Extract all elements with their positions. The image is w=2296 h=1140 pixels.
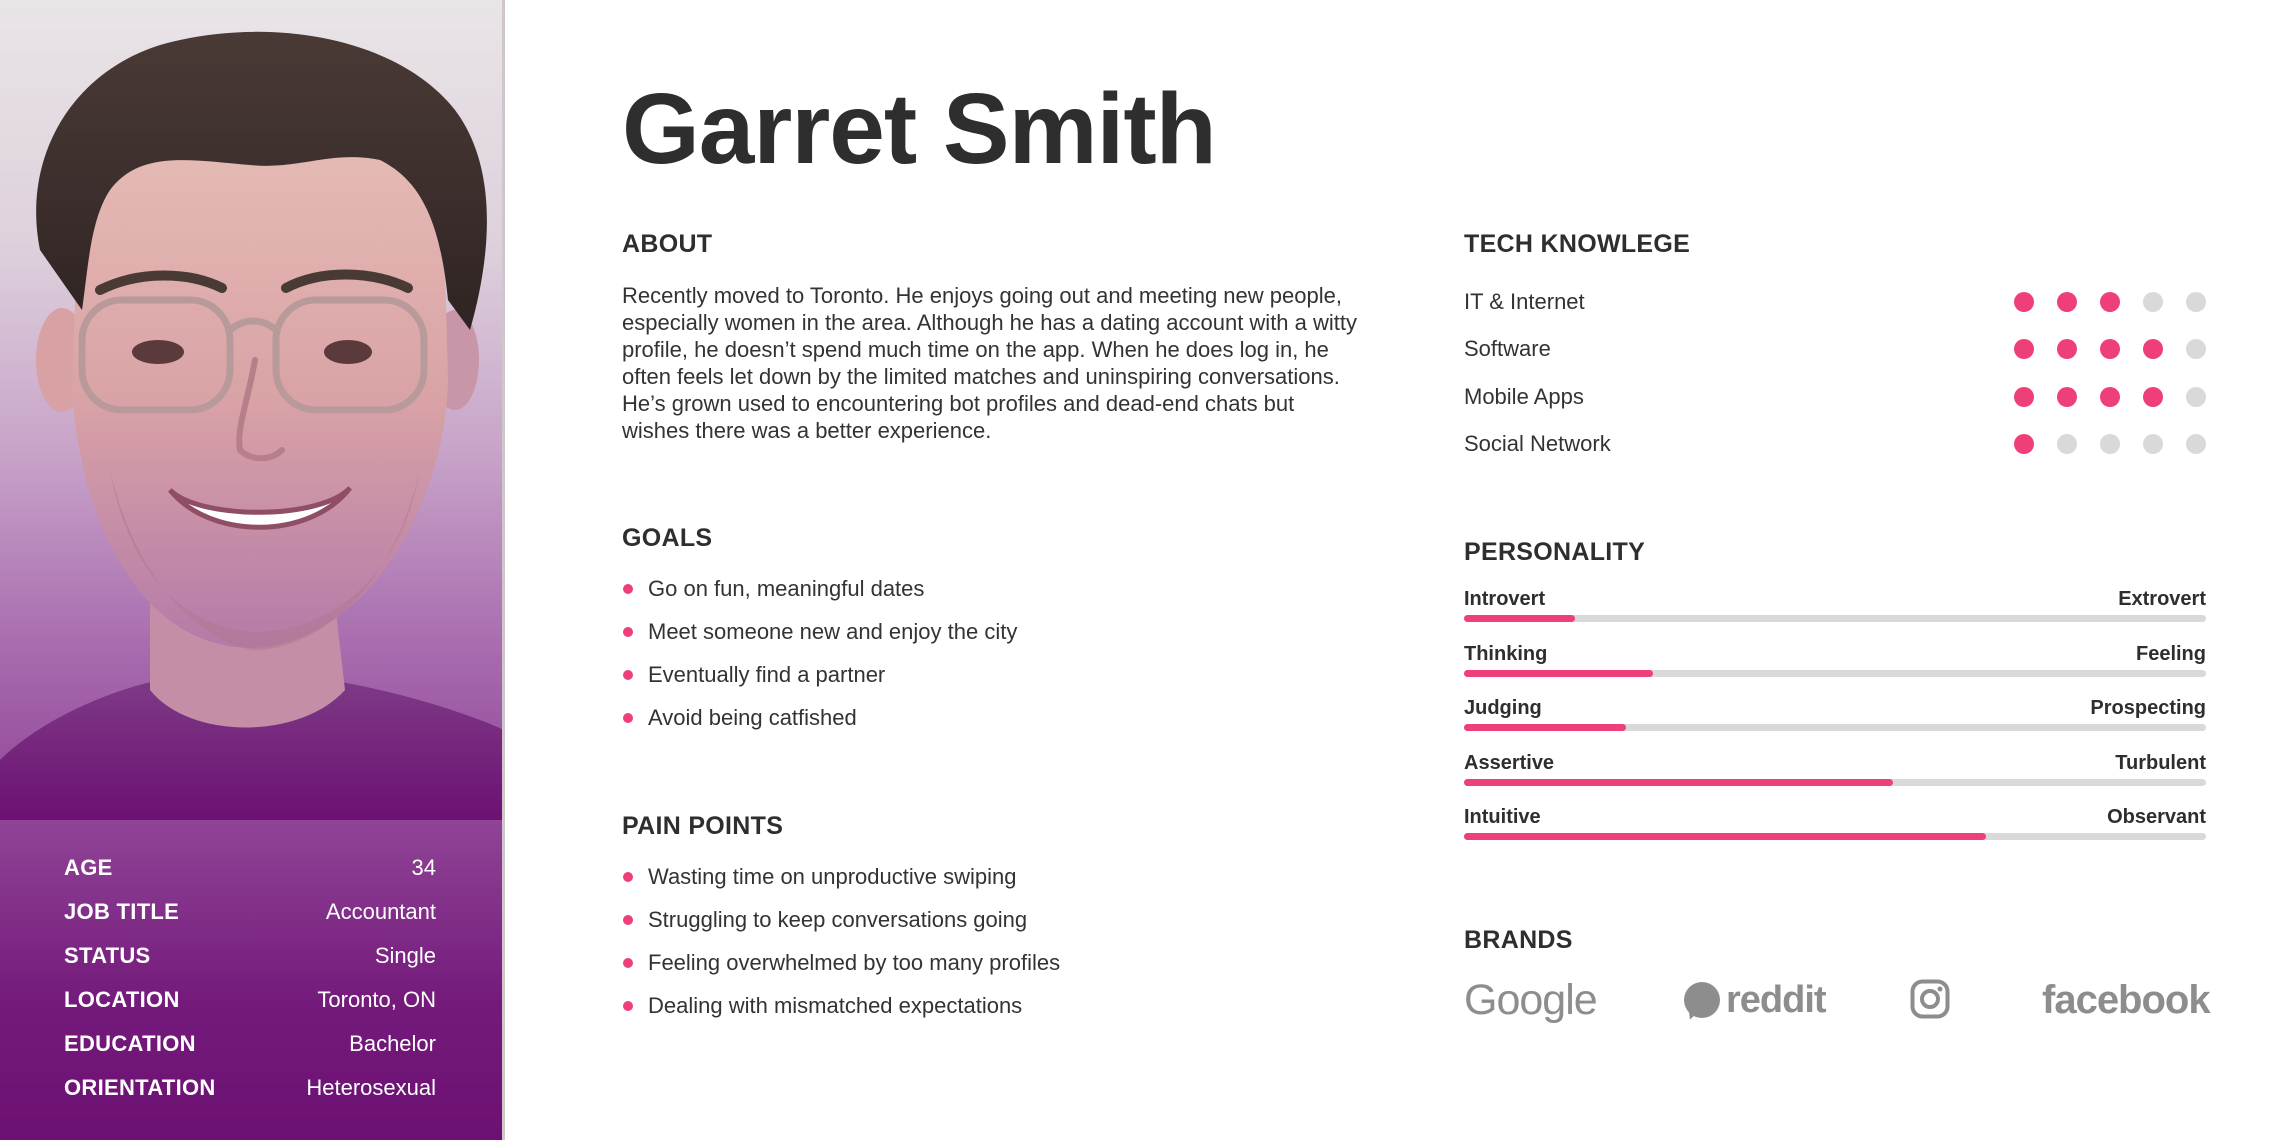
personality-trait: [1464, 752, 2206, 807]
rating-dot-filled: [2100, 387, 2120, 407]
trait-fill: [1464, 779, 1893, 786]
fact-label: STATUS: [64, 943, 151, 968]
reddit-bubble-icon: [1684, 982, 1720, 1018]
tech-row: [1464, 278, 2208, 326]
trait-right-label: Prospecting: [2090, 697, 2206, 719]
tech-knowledge-list: [1464, 278, 2208, 468]
trait-left-label: Judging: [1464, 697, 1542, 719]
goal-text: Eventually find a partner: [648, 662, 886, 687]
fact-label: LOCATION: [64, 987, 180, 1012]
trait-fill: [1464, 670, 1653, 677]
list-item: [622, 864, 1060, 907]
list-item: [622, 907, 1060, 950]
rating-dot-filled: [2057, 292, 2077, 312]
trait-track: [1464, 779, 2206, 786]
fact-value: Single: [374, 943, 436, 968]
rating-dot-empty: [2186, 292, 2206, 312]
trait-left-label: Intuitive: [1464, 806, 1541, 828]
list-item: [622, 993, 1060, 1036]
tech-label: Mobile Apps: [1464, 383, 1584, 409]
rating-dot-filled: [2100, 339, 2120, 359]
fact-label: EDUCATION: [64, 1031, 196, 1056]
reddit-logo: [1684, 977, 1826, 1023]
fact-value: 34: [411, 855, 436, 880]
pain-points-list: [622, 864, 1060, 1036]
fact-orientation: [64, 1066, 436, 1110]
rating-dot-filled: [2100, 292, 2120, 312]
personality-title: PERSONALITY: [1464, 538, 1646, 566]
bullet-icon: [623, 713, 633, 723]
fact-value: Bachelor: [349, 1031, 436, 1056]
tech-rating: [2014, 387, 2208, 407]
google-logo: Google: [1464, 976, 1597, 1024]
personality-list: [1464, 588, 2206, 861]
profile-panel: [0, 0, 504, 1140]
rating-dot-empty: [2143, 434, 2163, 454]
tech-label: Software: [1464, 336, 1551, 362]
facts-list: [64, 846, 436, 1110]
instagram-icon: [1910, 979, 1950, 1019]
fact-label: JOB TITLE: [64, 899, 180, 924]
bullet-icon: [623, 872, 633, 882]
goal-text: Meet someone new and enjoy the city: [648, 619, 1018, 644]
pain-points-title: PAIN POINTS: [622, 812, 784, 840]
bullet-icon: [623, 670, 633, 680]
panel-divider: [502, 0, 505, 1140]
rating-dot-empty: [2186, 339, 2206, 359]
tech-rating: [2014, 434, 2208, 454]
bullet-icon: [623, 584, 633, 594]
fact-value: Accountant: [325, 899, 436, 924]
rating-dot-empty: [2057, 434, 2077, 454]
fact-status: [64, 934, 436, 978]
tech-row: [1464, 326, 2208, 374]
personality-trait: [1464, 806, 2206, 861]
personality-trait: [1464, 588, 2206, 643]
list-item: [622, 950, 1060, 993]
trait-fill: [1464, 833, 1986, 840]
bullet-icon: [623, 958, 633, 968]
pain-point-text: Feeling overwhelmed by too many profiles: [648, 950, 1061, 975]
pain-point-text: Wasting time on unproductive swiping: [648, 864, 1017, 889]
goal-text: Avoid being catfished: [648, 705, 857, 730]
fact-label: ORIENTATION: [64, 1075, 216, 1100]
list-item: [622, 705, 1017, 748]
trait-fill: [1464, 724, 1626, 731]
trait-right-label: Turbulent: [2115, 751, 2206, 774]
tech-label: Social Network: [1464, 431, 1611, 457]
trait-left-label: Thinking: [1464, 642, 1548, 665]
bullet-icon: [623, 627, 633, 637]
tech-knowledge-title: TECH KNOWLEGE: [1464, 230, 1691, 258]
goals-list: [622, 576, 1017, 748]
brands-title: BRANDS: [1464, 926, 1573, 954]
about-title: ABOUT: [622, 230, 713, 258]
fact-value: Toronto, ON: [317, 987, 436, 1012]
tech-row: [1464, 421, 2208, 469]
list-item: [622, 619, 1017, 662]
facebook-logo: facebook: [2042, 978, 2210, 1022]
personality-trait: [1464, 643, 2206, 698]
fact-job-title: [64, 890, 436, 934]
rating-dot-filled: [2014, 434, 2034, 454]
fact-label: AGE: [64, 855, 113, 880]
trait-right-label: Observant: [2107, 806, 2206, 828]
trait-left-label: Assertive: [1464, 751, 1555, 774]
trait-track: [1464, 833, 2206, 840]
rating-dot-filled: [2143, 387, 2163, 407]
fact-age: [64, 846, 436, 890]
about-text: Recently moved to Toronto. He enjoys going out and meeting new people, especially women in the area. Although he has a dating account with a witty profile, he doesn’t spend much time on the app. When he does log in, he often feels let down by the limited matches and uninspiring conversations. He’s grown used to encountering bot profiles and dead-end chats but wishes there was a better experience.: [622, 283, 1358, 443]
pain-point-text: Dealing with mismatched expectations: [648, 993, 1023, 1018]
pain-point-text: Struggling to keep conversations going: [648, 907, 1028, 932]
rating-dot-empty: [2143, 292, 2163, 312]
trait-fill: [1464, 615, 1575, 622]
trait-track: [1464, 670, 2206, 677]
rating-dot-empty: [2100, 434, 2120, 454]
rating-dot-filled: [2014, 292, 2034, 312]
profile-photo: [0, 0, 504, 820]
rating-dot-empty: [2186, 387, 2206, 407]
list-item: [622, 576, 1017, 619]
tech-rating: [2014, 339, 2208, 359]
rating-dot-empty: [2186, 434, 2206, 454]
rating-dot-filled: [2143, 339, 2163, 359]
rating-dot-filled: [2057, 387, 2077, 407]
bullet-icon: [623, 915, 633, 925]
rating-dot-filled: [2014, 339, 2034, 359]
goal-text: Go on fun, meaningful dates: [648, 576, 925, 601]
rating-dot-filled: [2014, 387, 2034, 407]
trait-left-label: Introvert: [1464, 588, 1546, 610]
persona-name: Garret Smith: [622, 73, 1216, 185]
reddit-wordmark: reddit: [1726, 979, 1826, 1021]
trait-track: [1464, 724, 2206, 731]
personality-trait: [1464, 697, 2206, 752]
goals-title: GOALS: [622, 524, 713, 552]
trait-track: [1464, 615, 2206, 622]
trait-right-label: Feeling: [2135, 642, 2206, 665]
fact-location: [64, 978, 436, 1022]
tech-rating: [2014, 292, 2208, 312]
fact-education: [64, 1022, 436, 1066]
list-item: [622, 662, 1017, 705]
bullet-icon: [623, 1001, 633, 1011]
trait-right-label: Extrovert: [2118, 588, 2206, 610]
rating-dot-filled: [2057, 339, 2077, 359]
fact-value: Heterosexual: [306, 1075, 436, 1100]
tech-row: [1464, 373, 2208, 421]
tech-label: IT & Internet: [1464, 288, 1585, 314]
brands-row: [1464, 975, 2208, 1025]
